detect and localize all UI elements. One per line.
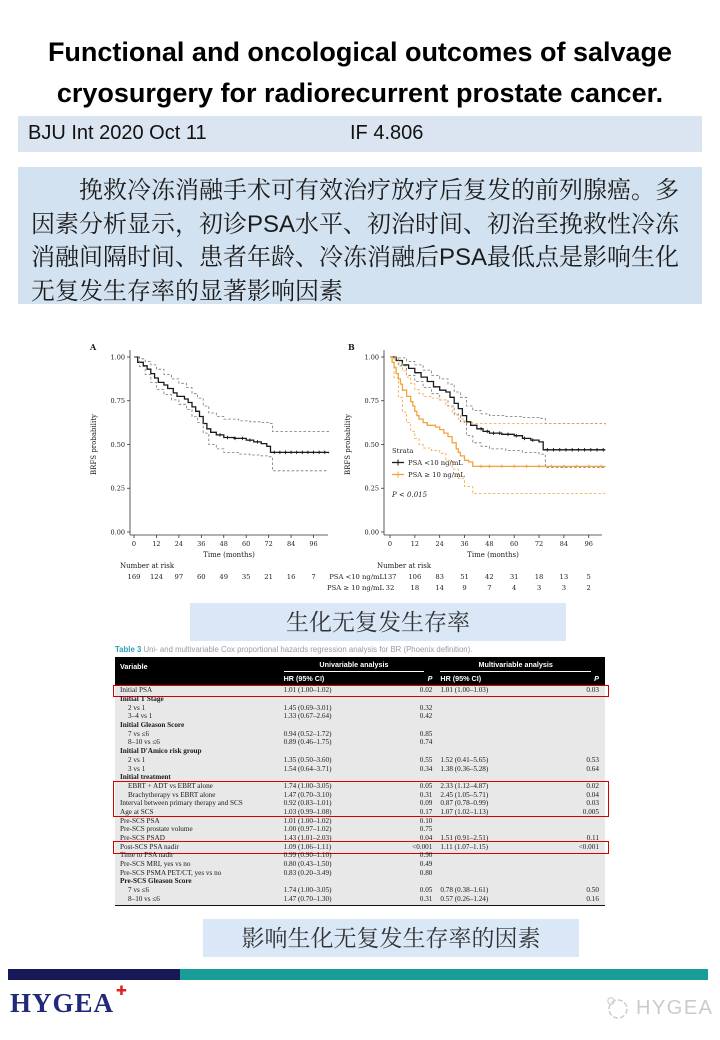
col-variable: Variable <box>120 662 148 671</box>
svg-text:97: 97 <box>174 573 184 581</box>
svg-text:0: 0 <box>131 540 137 548</box>
km-survival-chart <box>78 332 648 598</box>
svg-text:9: 9 <box>462 584 467 592</box>
table-row: Pre-SCS PSA 1.01 (1.00–1.02) 0.10 <box>120 816 433 825</box>
table-row: Initial treatment <box>120 773 171 782</box>
table-row: Initial T Stage <box>120 695 164 704</box>
table-row: 2 vs 1 1.35 (0.50–3.60) 0.55 1.52 (0.41–5.65) 0.53 <box>128 755 599 764</box>
table-row: Post-SCS PSA nadir 1.09 (1.06–1.11) <0.001 1.11 (1.07–1.15) <0.001 <box>115 842 605 851</box>
svg-text:B: B <box>348 342 355 352</box>
svg-text:84: 84 <box>559 540 569 548</box>
red-cross-icon: ✚ <box>116 984 129 999</box>
svg-text:72: 72 <box>264 540 273 548</box>
svg-text:18: 18 <box>410 584 420 592</box>
table-row: Initial Gleason Score <box>120 721 185 730</box>
table-row: Time to PSA nadir 0.99 (0.90–1.10) 0.90 <box>120 851 433 860</box>
svg-text:12: 12 <box>410 540 419 548</box>
table-row: Initial D'Amico risk group <box>120 747 202 756</box>
svg-text:24: 24 <box>435 540 444 548</box>
footer-bar-navy <box>8 969 180 980</box>
svg-text:Time (months): Time (months) <box>203 551 255 559</box>
svg-text:7: 7 <box>311 573 316 581</box>
svg-text:1.00: 1.00 <box>110 353 125 362</box>
svg-text:PSA ≥ 10 ng/mL: PSA ≥ 10 ng/mL <box>327 584 384 592</box>
svg-text:96: 96 <box>584 540 593 548</box>
table-row: 3–4 vs 1 1.33 (0.67–2.64) 0.42 <box>128 712 433 721</box>
svg-text:36: 36 <box>460 540 469 548</box>
col-uni-hr: HR (95% CI) <box>283 674 325 683</box>
svg-text:0.75: 0.75 <box>364 397 379 406</box>
summary-block <box>18 167 702 304</box>
table-header <box>115 657 605 685</box>
svg-text:16: 16 <box>286 573 296 581</box>
svg-text:169: 169 <box>127 573 141 581</box>
table-row: 8–10 vs ≤6 0.89 (0.46–1.75) 0.74 <box>128 738 433 747</box>
svg-text:P < 0.015: P < 0.015 <box>392 491 428 499</box>
page-title: Functional and oncological outcomes of salvage cryosurgery for radiorecurrent prostate cancer. <box>47 37 673 108</box>
table-row: 2 vs 1 1.45 (0.69–3.01) 0.32 <box>128 703 433 712</box>
svg-text:12: 12 <box>152 540 161 548</box>
col-multi-hr: HR (95% CI) <box>440 674 482 683</box>
table-row: 3 vs 1 1.54 (0.64–3.71) 0.34 1.38 (0.36–5.28) 0.64 <box>128 764 599 773</box>
svg-text:60: 60 <box>242 540 251 548</box>
table-body <box>115 685 605 906</box>
svg-text:51: 51 <box>460 573 469 581</box>
table-row: Pre-SCS PSAD 1.43 (1.01–2.03) 0.04 1.51 (0.91–2.51) 0.11 <box>120 834 599 843</box>
svg-text:3: 3 <box>536 584 542 592</box>
table-row: Pre-SCS Gleason Score <box>120 877 192 886</box>
svg-text:2: 2 <box>586 584 591 592</box>
svg-text:PSA ≥ 10 ng/mL: PSA ≥ 10 ng/mL <box>408 471 465 479</box>
svg-text:Time (months): Time (months) <box>467 551 519 559</box>
svg-text:BRFS probability: BRFS probability <box>344 414 352 475</box>
hygea-stamp-icon <box>604 995 630 1021</box>
svg-text:31: 31 <box>509 573 519 581</box>
svg-text:24: 24 <box>174 540 184 548</box>
journal-strip <box>18 116 702 152</box>
table-row: 7 vs ≤6 1.74 (1.00–3.05) 0.05 0.78 (0.38–1.61) 0.50 <box>128 886 599 895</box>
svg-text:42: 42 <box>485 573 494 581</box>
watermark-text: HYGEA <box>636 996 714 1019</box>
svg-text:Number at risk: Number at risk <box>120 562 175 570</box>
svg-text:7: 7 <box>487 584 492 592</box>
svg-text:5: 5 <box>586 573 591 581</box>
svg-text:49: 49 <box>219 573 229 581</box>
svg-text:36: 36 <box>197 540 206 548</box>
table-row: 8–10 vs ≤6 1.47 (0.70–1.30) 0.31 0.57 (0.26–1.24) 0.16 <box>128 894 599 903</box>
table-caption: Uni- and multivariable Cox proportional hazards regression analysis for BR (Phoenix definition). <box>141 645 473 654</box>
table-title <box>115 645 605 654</box>
svg-text:72: 72 <box>534 540 544 548</box>
hygea-watermark <box>604 995 714 1021</box>
km-figure <box>78 332 648 598</box>
svg-text:48: 48 <box>219 540 228 548</box>
svg-text:1.00: 1.00 <box>364 353 379 362</box>
svg-text:0: 0 <box>387 540 393 548</box>
caption-factors: 影响生化无复发生存率的因素 <box>203 919 579 957</box>
summary-text: 挽救冷冻消融手术可有效治疗放疗后复发的前列腺癌。多因素分析显示，初诊PSA水平、初治时间、初治至挽救性冷冻消融间隔时间、患者年龄、冷冻消融后PSA最低点是影响生化无复发生存率的显著影响因素 <box>31 177 680 305</box>
svg-text:96: 96 <box>309 540 318 548</box>
svg-text:84: 84 <box>286 540 296 548</box>
table-row: Initial PSA 1.01 (1.00–1.02) 0.02 1.01 (1.00–1.03) 0.03 <box>115 686 605 695</box>
table-row: Pre-SCS PSMA PET/CT, yes vs no 0.83 (0.20–3.49) 0.80 <box>120 868 433 877</box>
svg-text:106: 106 <box>408 573 422 581</box>
svg-text:A: A <box>90 342 97 352</box>
table-row: Pre-SCS MRI, yes vs no 0.80 (0.43–1.50) 0.49 <box>120 860 433 869</box>
col-uni-p: P <box>427 674 433 683</box>
svg-text:BRFS probability: BRFS probability <box>90 414 98 475</box>
svg-text:124: 124 <box>149 573 163 581</box>
svg-text:3: 3 <box>561 584 567 592</box>
caption-brfs: 生化无复发生存率 <box>190 603 566 641</box>
table-number: Table 3 <box>115 645 142 654</box>
svg-text:18: 18 <box>534 573 544 581</box>
table-row: EBRT + ADT vs EBRT alone 1.74 (1.00–3.05) 0.05 2.33 (1.12–4.87) 0.02 <box>115 782 605 791</box>
svg-text:PSA <10 ng/mL: PSA <10 ng/mL <box>408 459 463 467</box>
svg-text:PSA <10 ng/mL: PSA <10 ng/mL <box>329 573 384 581</box>
hygea-logo <box>10 984 129 1019</box>
svg-text:Number at risk: Number at risk <box>377 562 432 570</box>
svg-text:35: 35 <box>241 573 251 581</box>
svg-text:137: 137 <box>383 573 397 581</box>
table-row: Pre-SCS prostate volume 1.00 (0.97–1.02) 0.75 <box>120 825 433 834</box>
svg-text:32: 32 <box>385 584 395 592</box>
svg-text:0.25: 0.25 <box>364 484 379 493</box>
svg-text:21: 21 <box>264 573 273 581</box>
table-row: Brachytherapy vs EBRT alone 1.47 (0.70–3.10) 0.31 2.45 (1.05–5.71) 0.04 <box>115 790 605 799</box>
journal-citation: BJU Int 2020 Oct 11 <box>28 122 207 144</box>
footer-bar-teal <box>180 969 708 980</box>
svg-text:48: 48 <box>485 540 494 548</box>
svg-text:60: 60 <box>510 540 519 548</box>
svg-text:0.75: 0.75 <box>110 397 125 406</box>
svg-text:0.50: 0.50 <box>110 440 125 449</box>
svg-text:0.50: 0.50 <box>364 440 379 449</box>
svg-text:83: 83 <box>435 573 445 581</box>
svg-text:4: 4 <box>512 584 517 592</box>
col-univariable: Univariable analysis HR (95% CI) P <box>282 660 439 683</box>
col-multi-p: P <box>594 674 599 683</box>
table-row: 7 vs ≤6 0.94 (0.52–1.72) 0.85 <box>128 729 433 738</box>
table-row: Age at SCS 1.03 (0.99–1.08) 0.17 1.07 (1.02–1.13) 0.005 <box>115 808 605 817</box>
col-multivariable: Multivariable analysis HR (95% CI) P <box>438 660 605 683</box>
cox-table <box>115 645 605 906</box>
svg-text:0.00: 0.00 <box>364 528 379 537</box>
hygea-logo-text: HYGEA <box>10 988 115 1018</box>
svg-text:Strata: Strata <box>392 447 414 455</box>
svg-text:60: 60 <box>196 573 206 581</box>
svg-text:0.00: 0.00 <box>110 528 125 537</box>
svg-text:0.25: 0.25 <box>110 484 125 493</box>
svg-text:13: 13 <box>559 573 569 581</box>
impact-factor: IF 4.806 <box>350 122 424 144</box>
svg-text:14: 14 <box>435 584 445 592</box>
table-row: Interval between primary therapy and SCS 0.92 (0.83–1.01) 0.09 0.87 (0.78–0.99) 0.03 <box>115 799 605 808</box>
